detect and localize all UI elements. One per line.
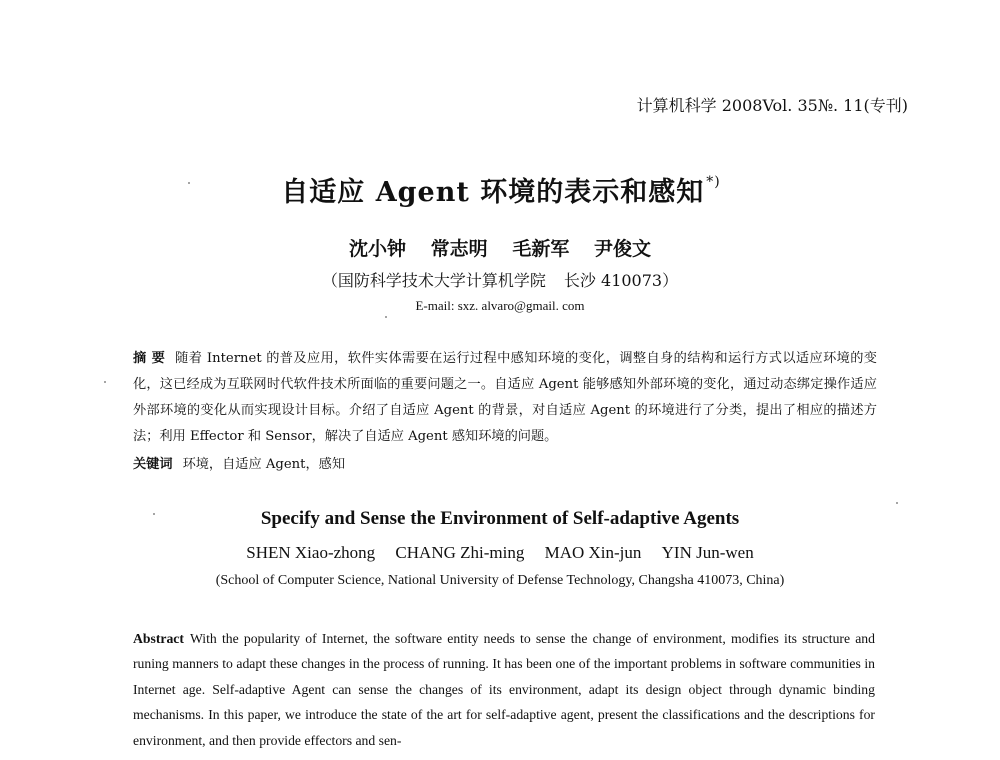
scan-speck — [104, 381, 106, 383]
keywords-cn — [133, 453, 345, 472]
author-email: E-mail: sxz. alvaro@gmail. com — [415, 298, 585, 313]
affiliation-en: (School of Computer Science, National University of Defense Technology, Changsha 410073, China) — [215, 573, 785, 588]
author-en: SHEN Xiao-zhong — [246, 543, 376, 562]
author-en: CHANG Zhi-ming — [395, 543, 525, 562]
keywords-cn-text: 环境，自适应 Agent，感知 — [182, 457, 346, 472]
abstract-cn-label: 摘 要 — [133, 351, 166, 366]
author-cn: 常志明 — [430, 238, 488, 260]
scan-speck — [188, 182, 190, 184]
journal-header: 计算机科学 2008Vol. 35№. 11(专刊) — [636, 96, 908, 115]
abstract-en — [133, 626, 875, 753]
author-cn: 毛新军 — [512, 238, 570, 260]
affiliation-cn-city: 长沙 410073） — [563, 271, 679, 290]
authors-en — [0, 543, 1000, 563]
abstract-en-text: With the popularity of Internet, the software entity needs to sense the change of environment, modifies its structure and runing manners to adapt these changes in the process of running. It has been one of the important problems in software communities in Internet age. Self-adaptive Agent can sense the changes of its environment, adapt its design object through dynamic binding mechanisms. In this paper, we introduce the state of the art for self-adaptive agent, present the classifications and the descriptions for environment, and then provide effectors and sen- — [133, 631, 875, 748]
abstract-cn — [133, 346, 877, 450]
author-cn: 尹俊文 — [593, 238, 651, 260]
author-en: MAO Xin-jun — [544, 543, 642, 562]
scan-speck — [153, 513, 155, 515]
title-footnote-mark: *) — [706, 174, 721, 190]
affiliation-cn-institution: （国防科学技术大学计算机学院 — [321, 271, 546, 290]
paper-title-cn — [0, 170, 1000, 209]
scan-speck — [896, 502, 898, 504]
affiliation-cn — [0, 268, 1000, 291]
author-en: YIN Jun-wen — [661, 543, 754, 562]
keywords-cn-label: 关键词 — [133, 457, 173, 472]
abstract-en-label: Abstract — [133, 631, 184, 646]
abstract-cn-text: 随着 Internet 的普及应用，软件实体需要在运行过程中感知环境的变化，调整自身的结构和运行方式以适应环境的变化，这已经成为互联网时代软件技术所面临的重要问题之一。自适应 Agent 能够感知外部环境的变化，通过动态绑定操作适应外部环境的变化从而实现设计目标。介绍了自适应 Agent 的背景，对自适应 Agent 的环境进行了分类，提出了相应的描述方法；利用 Effector 和 Sensor，解决了自适应 Agent 感知环境的问题。 — [133, 351, 877, 444]
paper-title-en: Specify and Sense the Environment of Self-adaptive Agents — [260, 508, 740, 529]
authors-cn — [0, 234, 1000, 261]
author-cn: 沈小钟 — [349, 238, 407, 260]
title-cn-text: 自适应 Agent 环境的表示和感知 — [281, 177, 705, 208]
scan-speck — [385, 316, 387, 318]
